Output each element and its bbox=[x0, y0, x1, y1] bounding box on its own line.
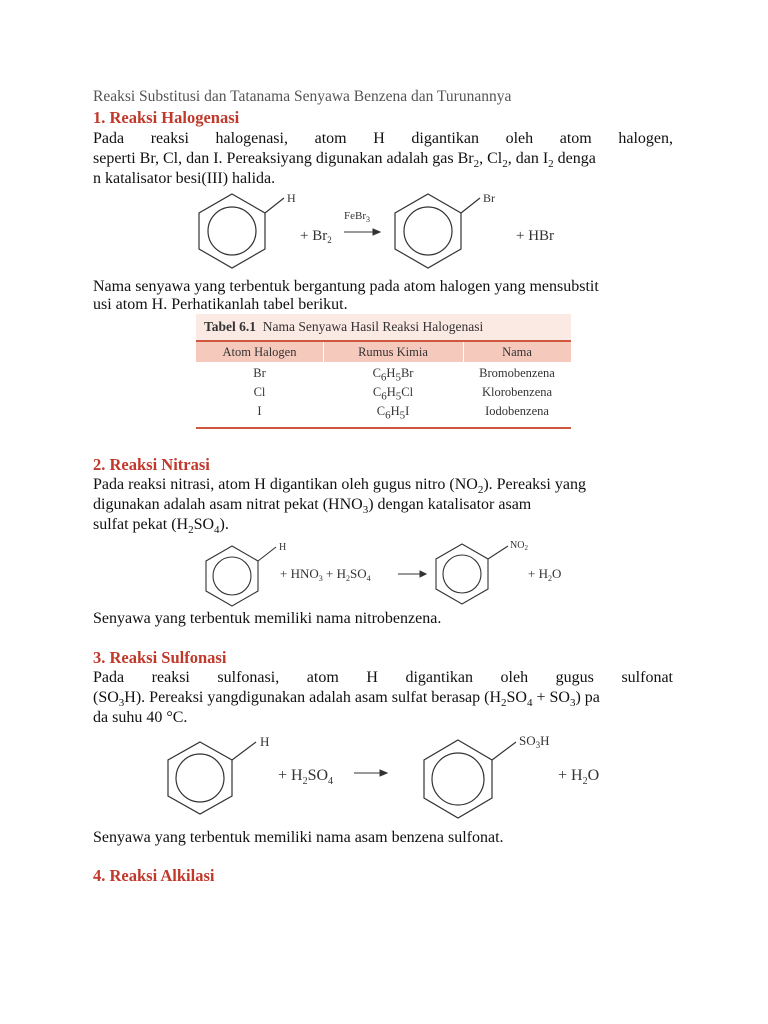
product-substituent-label: $SO_3H$ bbox=[519, 733, 550, 750]
table-cell-atom: I bbox=[257, 404, 262, 418]
paragraph-line: seperti Br, Cl, dan I. Pereaksiyang digunakan adalah gas $Br_2$, $Cl_2$, dan $I_2$ denga bbox=[93, 150, 596, 171]
table-cell-name: Klorobenzena bbox=[481, 385, 553, 399]
table-cell-formula: $C_6H_5I$ bbox=[376, 404, 410, 422]
benzene-ring-product bbox=[436, 544, 508, 604]
table-header: Rumus Kimia bbox=[358, 345, 428, 359]
byproduct-label: + $H_2O$ bbox=[528, 566, 562, 583]
paragraph-line: Nama senyawa yang terbentuk bergantung pada atom halogen yang mensubstit bbox=[93, 278, 599, 295]
reagent-label: + $H_2SO_4$ bbox=[278, 767, 334, 787]
substituent-label: H bbox=[287, 191, 296, 205]
document-title: Reaksi Substitusi dan Tatanama Senyawa Benzena dan Turunannya bbox=[93, 88, 512, 105]
table-cell-name: Iodobenzena bbox=[485, 404, 549, 418]
catalyst-label: FeBr$_3$ bbox=[344, 210, 370, 224]
byproduct-label: + HBr bbox=[516, 228, 555, 244]
table-cell-name: Bromobenzena bbox=[479, 366, 555, 380]
substituent-label: H bbox=[279, 542, 287, 553]
reaction-arrow bbox=[344, 229, 380, 235]
nitration-reaction-diagram bbox=[198, 538, 588, 608]
reaction-arrow bbox=[354, 770, 387, 776]
benzene-ring-reactant bbox=[199, 194, 284, 268]
reagent-label: + $HNO_3 + H_2SO_4$ bbox=[280, 566, 371, 583]
paragraph-line: Pada reaksi sulfonasi, atom H digantikan oleh gugus sulfonat bbox=[93, 669, 673, 686]
reagent-label: + $Br_2$ bbox=[300, 228, 332, 245]
substituent-label: H bbox=[260, 734, 270, 749]
paragraph-line: usi atom H. Perhatikanlah tabel berikut. bbox=[93, 296, 348, 313]
table-cell-atom: Cl bbox=[253, 385, 266, 399]
reaction-arrow bbox=[398, 571, 426, 577]
table-caption: Tabel 6.1 Nama Senyawa Hasil Reaksi Halogenasi bbox=[196, 314, 571, 340]
heading-alkilasi: 4. Reaksi Alkilasi bbox=[93, 866, 215, 885]
table-header: Atom Halogen bbox=[222, 345, 297, 359]
benzene-ring-reactant bbox=[206, 546, 276, 606]
heading-nitrasi: 2. Reaksi Nitrasi bbox=[93, 455, 210, 474]
table-cell-formula: $C_6H_5Br$ bbox=[372, 366, 414, 384]
paragraph-line: Senyawa yang terbentuk memiliki nama asam benzena sulfonat. bbox=[93, 829, 504, 846]
paragraph-line: Senyawa yang terbentuk memiliki nama nitrobenzena. bbox=[93, 610, 442, 627]
benzene-ring-product bbox=[424, 740, 516, 818]
table-cell-atom: Br bbox=[253, 366, 266, 380]
table-cell-formula: $C_6H_5Cl$ bbox=[372, 385, 414, 403]
benzene-ring-reactant bbox=[168, 742, 256, 814]
halogenation-reaction-diagram bbox=[190, 188, 580, 268]
halogenation-table bbox=[196, 314, 571, 429]
sulfonation-reaction-diagram bbox=[160, 728, 620, 818]
heading-halogenasi: 1. Reaksi Halogenasi bbox=[93, 108, 240, 127]
paragraph-line: digunakan adalah asam nitrat pekat $(HNO_3)$ dengan katalisator asam bbox=[93, 496, 532, 517]
table-header: Nama bbox=[502, 345, 532, 359]
product-substituent-label: Br bbox=[483, 191, 495, 205]
paragraph-line: n katalisator besi(III) halida. bbox=[93, 170, 276, 187]
benzene-ring-product bbox=[395, 194, 480, 268]
heading-sulfonasi: 3. Reaksi Sulfonasi bbox=[93, 648, 227, 667]
paragraph-line: Pada reaksi nitrasi, atom H digantikan oleh gugus nitro $(NO_2)$. Pereaksi yang bbox=[93, 476, 586, 497]
paragraph-line: sulfat pekat $(H_2SO_4)$. bbox=[93, 516, 229, 537]
paragraph-line: Pada reaksi halogenasi, atom H digantikan oleh atom halogen, bbox=[93, 130, 673, 147]
paragraph-line: da suhu 40 °C. bbox=[93, 709, 188, 726]
paragraph-line: $(SO_3H)$. Pereaksi yangdigunakan adalah asam sulfat berasap $(H_2SO_4 + SO_3)$ pa bbox=[93, 689, 600, 710]
product-substituent-label: $NO_2$ bbox=[510, 540, 528, 552]
byproduct-label: + $H_2O$ bbox=[558, 767, 600, 787]
